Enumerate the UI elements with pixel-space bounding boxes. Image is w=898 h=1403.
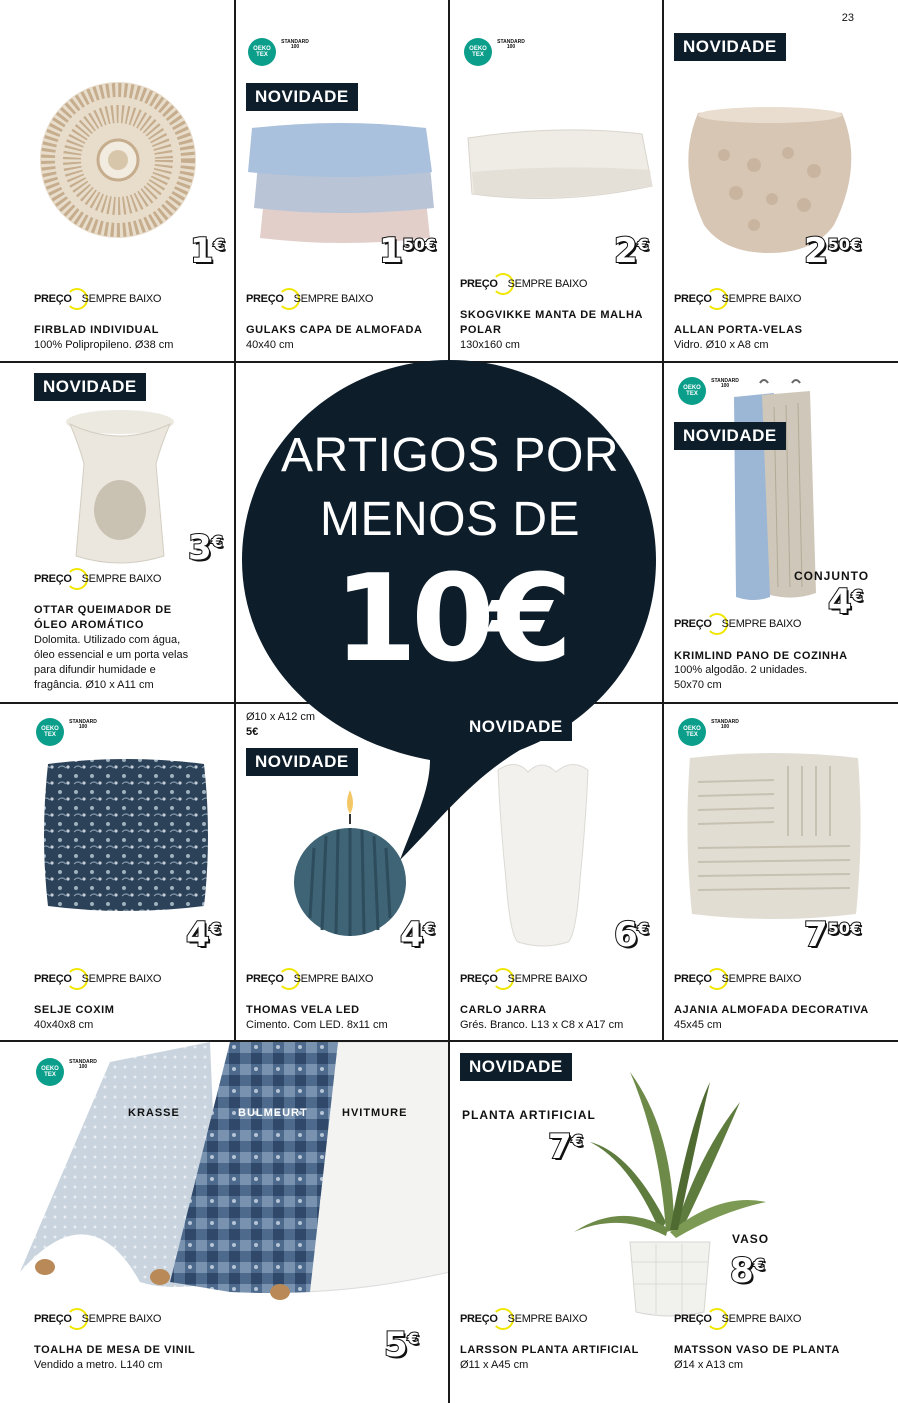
product-name: TOALHA DE MESA DE VINIL	[34, 1344, 196, 1356]
product-description: óleo essencial e um porta velas	[34, 649, 189, 661]
variant-label: KRASSE	[128, 1107, 180, 1119]
product-description: 50x70 cm	[674, 679, 722, 691]
oeko-tex-badge: OEKO TEX STANDARD 100	[36, 718, 98, 746]
product-description: 40x40x8 cm	[34, 1019, 94, 1031]
oeko-tex-badge: OEKO TEX STANDARD 100	[464, 38, 526, 66]
product-description: 45x45 cm	[674, 1019, 722, 1031]
preco-sempre-baixo-logo: PREÇO SEMPRE BAIXO	[674, 613, 801, 635]
price: 4€	[400, 915, 435, 955]
promo-line1: ARTIGOS POR	[280, 429, 619, 482]
product-description: Vendido a metro. L140 cm	[34, 1359, 163, 1371]
novidade-badge: NOVIDADE	[246, 83, 358, 111]
product-larsson-matsson[interactable]	[450, 1042, 898, 1403]
preco-sempre-baixo-logo: PREÇO SEMPRE BAIXO	[674, 1308, 801, 1330]
product-description: Ø11 x A45 cm	[460, 1359, 529, 1371]
pot-label: VASO	[732, 1232, 770, 1246]
oeko-tex-badge: OEKO TEX STANDARD 100	[36, 1058, 98, 1086]
novidade-badge: NOVIDADE	[674, 422, 786, 450]
price: 6€	[614, 915, 649, 955]
product-name: AJANIA ALMOFADA DECORATIVA	[674, 1004, 869, 1016]
novidade-badge: NOVIDADE	[34, 373, 146, 401]
price: 3€	[188, 528, 223, 568]
artificial-plant-label: PLANTA ARTIFICIAL	[462, 1108, 596, 1122]
preco-sempre-baixo-logo: PREÇO SEMPRE BAIXO	[460, 1308, 587, 1330]
variant-label: HVITMURE	[342, 1107, 408, 1119]
oeko-tex-badge: OEKO TEX STANDARD 100	[678, 377, 740, 405]
oeko-tex-badge: OEKO TEX STANDARD 100	[248, 38, 310, 66]
product-name: SELJE COXIM	[34, 1004, 115, 1016]
price: 2€	[614, 231, 649, 271]
oeko-tex-badge: OEKO TEX STANDARD 100	[678, 718, 740, 746]
product-name: THOMAS VELA LED	[246, 1004, 360, 1016]
product-description: 100% Polipropileno. Ø38 cm	[34, 339, 174, 351]
preco-sempre-baixo-logo: PREÇO SEMPRE BAIXO	[246, 288, 373, 310]
price: 4€	[186, 915, 221, 955]
product-name: SKOGVIKKE MANTA DE MALHA	[460, 309, 644, 321]
preco-sempre-baixo-logo: PREÇO SEMPRE BAIXO	[34, 968, 161, 990]
price: 250€	[804, 231, 862, 271]
product-name: KRIMLIND PANO DE COZINHA	[674, 650, 848, 662]
novidade-badge: NOVIDADE	[246, 748, 358, 776]
product-name: LARSSON PLANTA ARTIFICIAL	[460, 1344, 639, 1356]
product-description: Cimento. Com LED. 8x11 cm	[246, 1019, 388, 1031]
preco-sempre-baixo-logo: PREÇO SEMPRE BAIXO	[246, 968, 373, 990]
preco-sempre-baixo-logo: PREÇO SEMPRE BAIXO	[460, 273, 587, 295]
product-description: 130x160 cm	[460, 339, 520, 351]
product-name: OTTAR QUEIMADOR DE	[34, 604, 172, 616]
product-name-line2: POLAR	[460, 324, 502, 336]
preco-sempre-baixo-logo: PREÇO SEMPRE BAIXO	[460, 968, 587, 990]
price: 5€	[384, 1325, 419, 1365]
variant-label: BULMEURT	[238, 1107, 308, 1119]
page-number: 23	[841, 12, 854, 24]
vinyl-tablecloth-image	[20, 1042, 448, 1322]
extra-size: Ø10 x A12 cm	[246, 711, 316, 723]
preco-sempre-baixo-logo: PREÇO SEMPRE BAIXO	[674, 968, 801, 990]
price: 4€	[828, 582, 863, 622]
set-label: CONJUNTO	[794, 569, 870, 583]
product-description: 100% algodão. 2 unidades.	[674, 664, 808, 676]
price: 8€	[730, 1251, 765, 1291]
price: 7€	[548, 1127, 583, 1167]
product-name: ALLAN PORTA-VELAS	[674, 324, 803, 336]
product-toalha[interactable]	[0, 1042, 448, 1403]
preco-sempre-baixo-logo: PREÇO SEMPRE BAIXO	[34, 568, 161, 590]
product-description: Dolomita. Utilizado com água,	[34, 634, 181, 646]
product-name: FIRBLAD INDIVIDUAL	[34, 324, 160, 336]
product-description: Ø14 x A13 cm	[674, 1359, 744, 1371]
preco-sempre-baixo-logo: PREÇO SEMPRE BAIXO	[34, 288, 161, 310]
price: 150€	[379, 231, 437, 271]
preco-sempre-baixo-logo: PREÇO SEMPRE BAIXO	[674, 288, 801, 310]
promo-line2: MENOS DE	[319, 493, 581, 546]
product-name: CARLO JARRA	[460, 1004, 547, 1016]
product-name-line2: ÓLEO AROMÁTICO	[34, 619, 145, 631]
extra-price: 5€	[246, 726, 259, 738]
novidade-badge: NOVIDADE	[460, 1053, 572, 1081]
product-description: fragância. Ø10 x A11 cm	[34, 679, 154, 691]
novidade-badge: NOVIDADE	[460, 713, 572, 741]
product-name: GULAKS CAPA DE ALMOFADA	[246, 324, 423, 336]
product-description: Vidro. Ø10 x A8 cm	[674, 339, 769, 351]
product-description: 40x40 cm	[246, 339, 294, 351]
novidade-badge: NOVIDADE	[674, 33, 786, 61]
price: 750€	[804, 915, 862, 955]
preco-sempre-baixo-logo: PREÇO SEMPRE BAIXO	[34, 1308, 161, 1330]
product-description: para difundir humidade e	[34, 664, 156, 676]
price: 1€	[190, 231, 225, 271]
product-description: Grés. Branco. L13 x C8 x A17 cm	[460, 1019, 624, 1031]
product-name: MATSSON VASO DE PLANTA	[674, 1344, 840, 1356]
promo-price: 10€	[333, 550, 567, 689]
